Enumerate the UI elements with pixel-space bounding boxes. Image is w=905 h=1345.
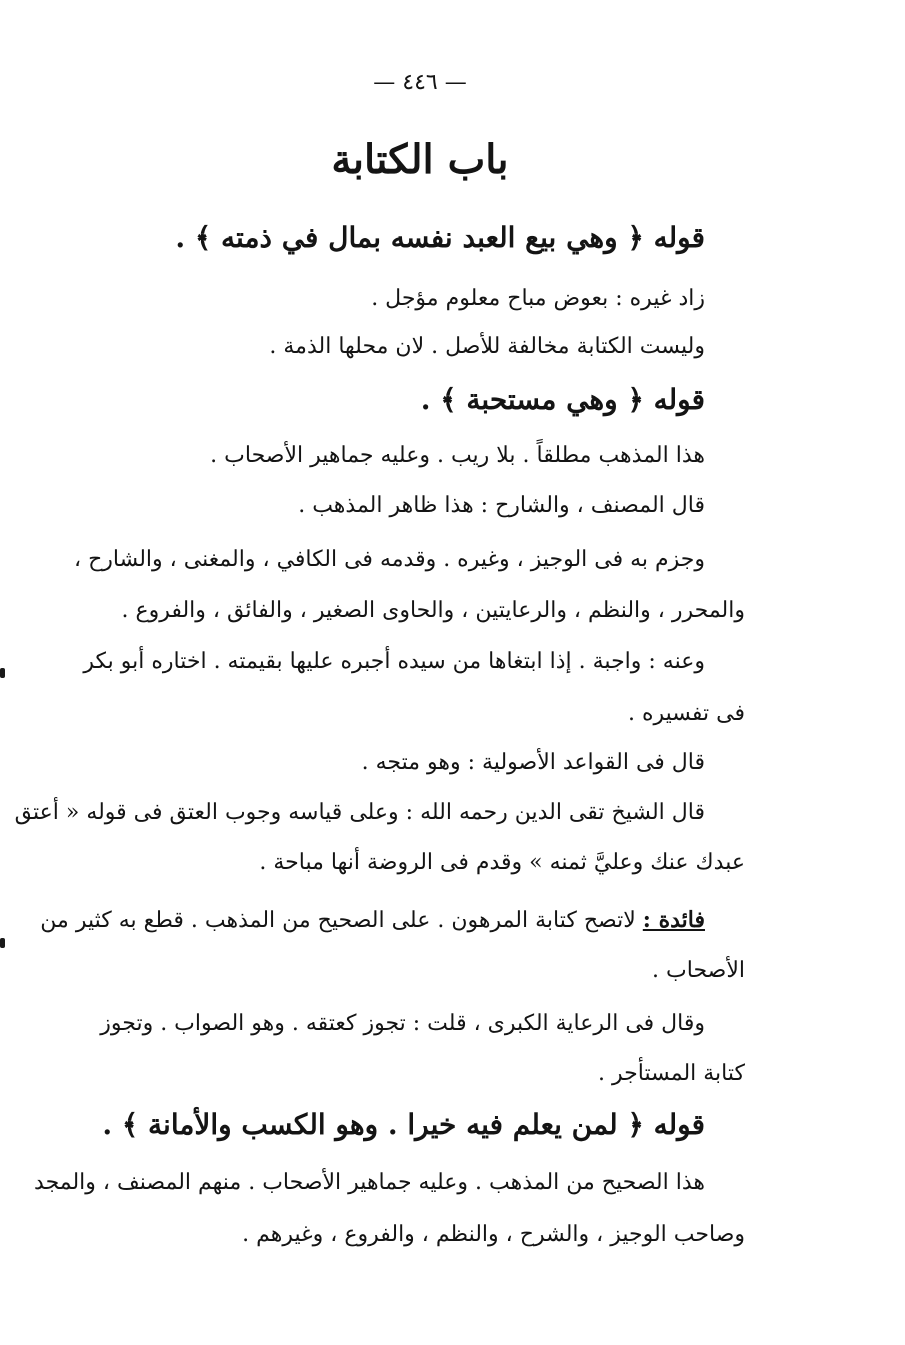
paragraph-line: زاد غيره : بعوض مباح معلوم مؤجل . <box>371 286 705 311</box>
paragraph-line: وليست الكتابة مخالفة للأصل . لان محلها الذمة . <box>269 334 705 359</box>
paragraph-line: هذا المذهب مطلقاً . بلا ريب . وعليه جماهير الأصحاب . <box>210 443 705 468</box>
paragraph-line: قال الشيخ تقى الدين رحمه الله : وعلى قياسه وجوب العتق فى قوله « أعتق <box>14 800 705 825</box>
paragraph-line: كتابة المستأجر . <box>598 1061 745 1086</box>
faida-label: فائدة : <box>642 907 705 933</box>
faida-text: لاتصح كتابة المرهون . على الصحيح من المذهب . قطع به كثير من <box>40 908 636 933</box>
scan-mark <box>0 668 5 678</box>
paragraph-line: وجزم به فى الوجيز ، وغيره . وقدمه فى الكافي ، والمغنى ، والشارح ، <box>73 547 705 572</box>
paragraph-line: والمحرر ، والنظم ، والرعايتين ، والحاوى الصغير ، والفائق ، والفروع . <box>121 598 745 623</box>
chapter-heading: باب الكتابة <box>331 136 509 183</box>
paragraph-line: وعنه : واجبة . إذا ابتغاها من سيده أجبره عليها بقيمته . اختاره أبو بكر <box>83 649 705 674</box>
paragraph-line: الأصحاب . <box>652 958 745 983</box>
paragraph-line: وصاحب الوجيز ، والشرح ، والنظم ، والفروع ، وغيرهم . <box>242 1222 745 1247</box>
scan-mark <box>0 938 5 948</box>
paragraph-line: قال فى القواعد الأصولية : وهو متجه . <box>361 750 705 775</box>
page-number: — ٤٤٦ — <box>373 70 467 95</box>
paragraph-line: قال المصنف ، والشارح : هذا ظاهر المذهب . <box>298 493 705 518</box>
quoted-text-line: قوله ﴿ وهي بيع العبد نفسه بمال في ذمته ﴾ . <box>175 221 705 254</box>
paragraph-line: وقال فى الرعاية الكبرى ، قلت : تجوز كعتقه . وهو الصواب . وتجوز <box>100 1011 705 1036</box>
quoted-text-line: قوله ﴿ لمن يعلم فيه خيرا . وهو الكسب والأمانة ﴾ . <box>102 1108 705 1141</box>
paragraph-line: فى تفسيره . <box>627 701 745 726</box>
faida-line <box>40 905 705 936</box>
paragraph-line: عبدك عنك وعليَّ ثمنه » وقدم فى الروضة أنها مباحة . <box>259 850 745 875</box>
quoted-text-line: قوله ﴿ وهي مستحبة ﴾ . <box>420 383 705 416</box>
paragraph-line: هذا الصحيح من المذهب . وعليه جماهير الأصحاب . منهم المصنف ، والمجد <box>34 1170 705 1195</box>
